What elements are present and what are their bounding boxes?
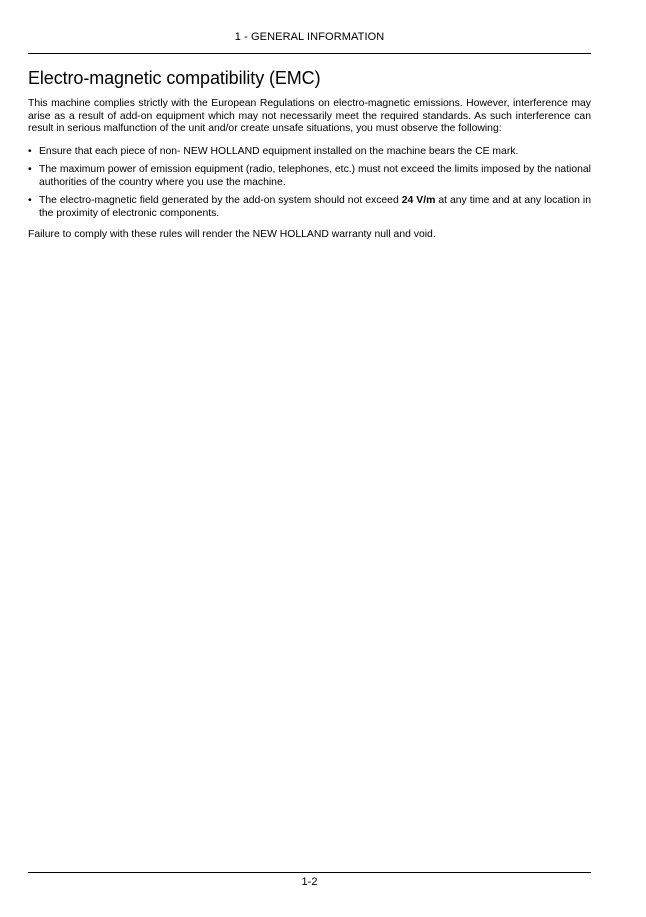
bullet-icon: •: [28, 164, 32, 175]
header-divider: [28, 53, 591, 54]
list-item-text: Ensure that each piece of non- NEW HOLLAND equipment installed on the machine bears the CE mark.: [39, 145, 519, 157]
page-number: 1-2: [301, 876, 318, 888]
list-item: [28, 146, 591, 159]
list-item-text: The maximum power of emission equipment (radio, telephones, etc.) must not exceed the limits imposed by the national authorities of the country where you use the machine.: [39, 164, 591, 188]
list-item-text-after: at any time and at any location in the proximity of electronic components.: [39, 195, 591, 219]
list-item: [28, 195, 591, 220]
section-body: [28, 98, 591, 242]
bullet-icon: •: [28, 195, 32, 206]
list-item: [28, 164, 591, 189]
bullet-icon: •: [28, 145, 32, 157]
requirements-list: [28, 146, 591, 221]
warranty-notice: Failure to comply with these rules will render the NEW HOLLAND warranty null and void.: [28, 229, 436, 240]
running-header: 1 - GENERAL INFORMATION: [234, 31, 385, 43]
list-item-text-before: The electro-magnetic field generated by the add-on system should not exceed: [39, 195, 402, 206]
footer-divider: [28, 872, 591, 873]
section-title: Electro-magnetic compatibility (EMC): [28, 68, 321, 88]
intro-paragraph: This machine complies strictly with the European Regulations on electro-magnetic emissions. However, interference may arise as a result of add-on equipment which may not necessarily meet the required standards. As such interference can result in serious malfunction of the unit and/or create unsafe situations, you must observe the following:: [28, 98, 591, 134]
field-limit-value: 24 V/m: [401, 195, 436, 206]
